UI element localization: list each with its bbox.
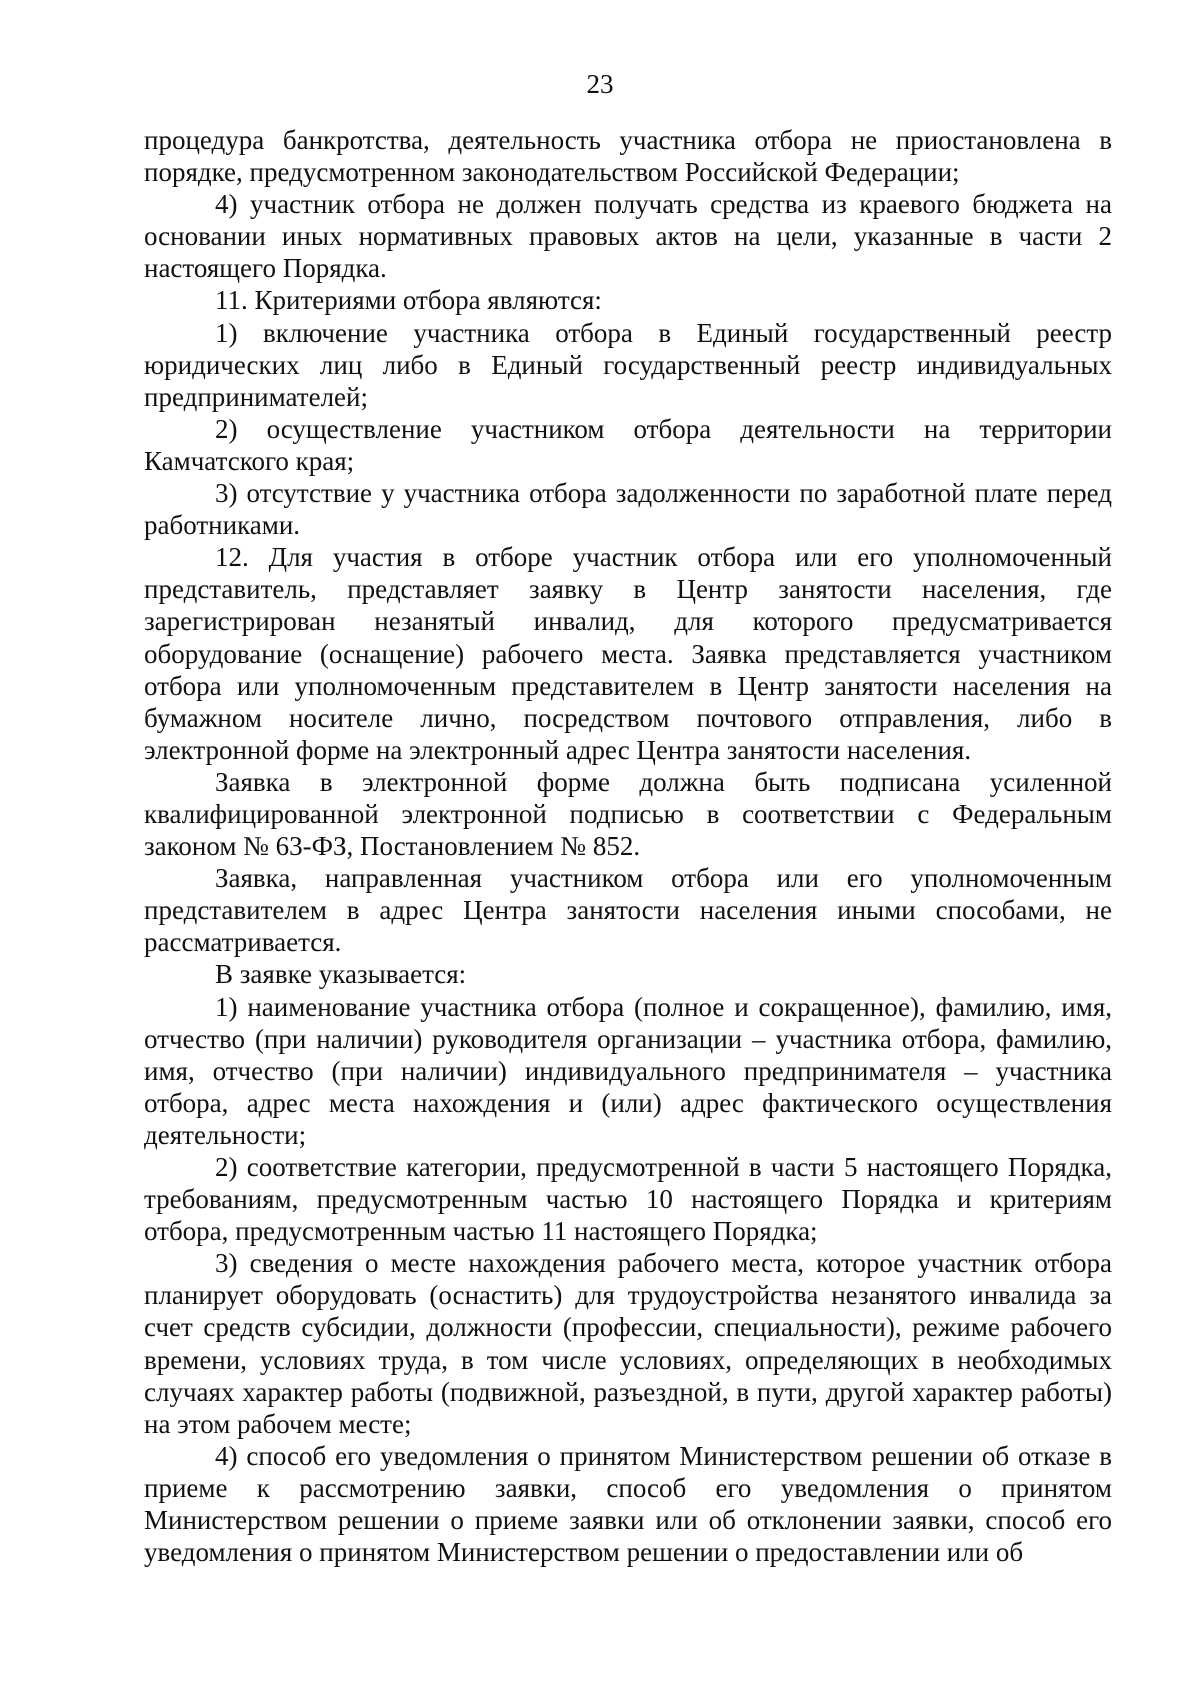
paragraph-11: 1) наименование участника отбора (полное и сокращенное), фамилию, имя, отчество (при наличии) руководителя организации – участника отбора, фамилию, имя, отчество (при наличии) индивидуального предпринимателя – участника отбора, адрес места нахождения и (или) адрес фактического осуществления деятельности; — [144, 991, 1112, 1150]
paragraph-8: Заявка в электронной форме должна быть подписана усиленной квалифицированной электронной подписью в соответствии с Федеральным законом № 63-ФЗ, Постановлением № 852. — [144, 766, 1112, 862]
paragraph-3: 11. Критериями отбора являются: — [215, 285, 602, 316]
paragraph-2: 4) участник отбора не должен получать средства из краевого бюджета на основании иных нормативных правовых актов на цели, указанные в части 2 настоящего Порядка. — [144, 189, 1112, 284]
paragraph-1: процедура банкротства, деятельность участника отбора не приостановлена в порядке, предусмотренном законодательством Российской Федерации; — [144, 125, 1112, 188]
page-number: 23 — [586, 69, 614, 99]
paragraph-4: 1) включение участника отбора в Единый государственный реестр юридических лиц либо в Единый государственный реестр индивидуальных предпринимателей; — [144, 317, 1112, 412]
paragraph-13: 3) сведения о месте нахождения рабочего места, которое участник отбора планирует оборудовать (оснастить) для трудоустройства незанятого инвалида за счет средств субсидии, должности (профессии, специальности), режиме рабочего времени, условиях труда, в том числе условиях, определяющих в необходимых случаях характер работы (подвижной, разъездной, в пути, другой характер работы) на этом рабочем месте; — [144, 1248, 1112, 1439]
paragraph-6: 3) отсутствие у участника отбора задолженности по заработной плате перед работниками. — [144, 478, 1112, 541]
paragraph-10: В заявке указывается: — [215, 959, 467, 990]
paragraph-12: 2) соответствие категории, предусмотренной в части 5 настоящего Порядка, требованиям, предусмотренным частью 10 настоящего Порядка и критериям отбора, предусмотренным частью 11 настоящего Порядка; — [144, 1152, 1112, 1247]
paragraph-9: Заявка, направленная участником отбора или его уполномоченным представителем в адрес Центра занятости населения иными способами, не рассматривается. — [144, 863, 1112, 958]
paragraph-5: 2) осуществление участником отбора деятельности на территории Камчатского края; — [144, 413, 1112, 476]
paragraph-7: 12. Для участия в отборе участник отбора или его уполномоченный представитель, представляет заявку в Центр занятости населения, где зарегистрирован незанятый инвалид, для которого предусматривается оборудование (оснащение) рабочего места. Заявка представляется участником отбора или уполномоченным представителем в Центр занятости населения на бумажном носителе лично, посредством почтового отправления, либо в электронной форме на электронный адрес Центра занятости населения. — [144, 542, 1112, 765]
paragraph-14: 4) способ его уведомления о принятом Министерством решении об отказе в приеме к рассмотрению заявки, способ его уведомления о принятом Министерством решении о приеме заявки или об отклонении заявки, способ его уведомления о принятом Министерством решении о предоставлении или об — [144, 1440, 1112, 1568]
document-body — [144, 124, 1112, 1568]
